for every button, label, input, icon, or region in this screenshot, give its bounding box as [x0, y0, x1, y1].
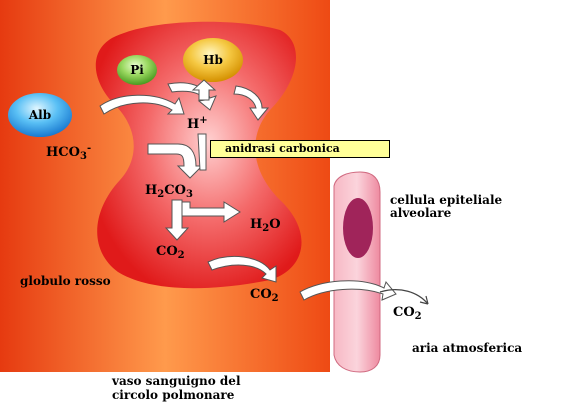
carbonic-acid-label: $H_2CO_3$: [145, 183, 193, 200]
water-label: $H_2O$: [250, 217, 281, 234]
vaso-label-2: circolo polmonare: [112, 388, 235, 402]
enzyme-label: anidrasi carbonica: [210, 140, 390, 158]
co2-air-label: $CO_2$: [393, 305, 422, 322]
cell-nucleus: [343, 198, 373, 258]
vaso-label-1: vaso sanguigno del: [112, 374, 241, 388]
h-plus-label: H+: [187, 115, 208, 132]
co2-plasma-label: $CO_2$: [250, 287, 279, 304]
alb-label: Alb: [28, 108, 52, 122]
bicarbonate-label: $HCO_3^-$: [46, 143, 92, 162]
h-down-arrow: [198, 134, 206, 170]
hb-molecule: [183, 38, 243, 82]
cellula-label-2: alveolare: [390, 206, 452, 220]
cellula-label-1: cellula epiteliale: [390, 193, 503, 207]
pi-molecule: [117, 55, 157, 85]
pi-label: Pi: [130, 63, 144, 77]
hb-label: Hb: [203, 53, 223, 67]
aria-label: aria atmosferica: [412, 341, 523, 355]
globulo-rosso-label: globulo rosso: [20, 274, 111, 288]
alb-molecule: [8, 93, 72, 137]
co2-cell-label: $CO_2$: [156, 244, 185, 261]
